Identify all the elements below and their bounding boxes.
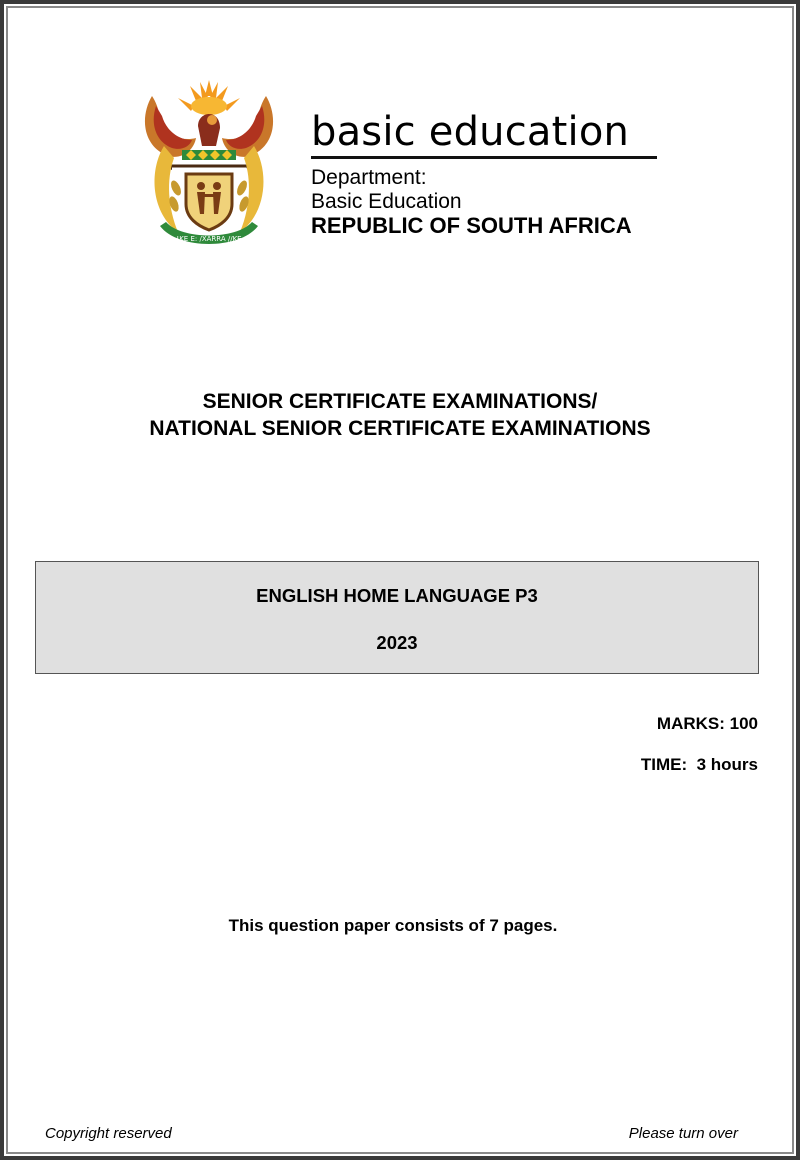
time-allowed: TIME: 3 hours [640, 755, 758, 774]
exam-heading-line1: SENIOR CERTIFICATE EXAMINATIONS/ [202, 390, 598, 413]
footer-turn-over: Please turn over [628, 1125, 738, 1142]
footer-copyright: Copyright reserved [45, 1125, 172, 1142]
department-name: Basic Education [311, 190, 462, 213]
subject-name: ENGLISH HOME LANGUAGE P3 [256, 585, 538, 606]
page-count-note: This question paper consists of 7 pages. [228, 916, 558, 935]
brand-title: basic education [311, 109, 630, 155]
marks-total: MARKS: 100 [656, 714, 758, 733]
coat-of-arms-icon [138, 76, 280, 254]
exam-heading-line2: NATIONAL SENIOR CERTIFICATE EXAMINATIONS [149, 417, 651, 440]
subject-year: 2023 [376, 632, 418, 653]
department-label: Department: [311, 166, 427, 189]
country-name: REPUBLIC OF SOUTH AFRICA [311, 213, 632, 238]
brand-underline [311, 156, 657, 159]
subject-box [35, 561, 759, 674]
crest-motto: !KE E: /XARRA //KE [176, 235, 242, 243]
